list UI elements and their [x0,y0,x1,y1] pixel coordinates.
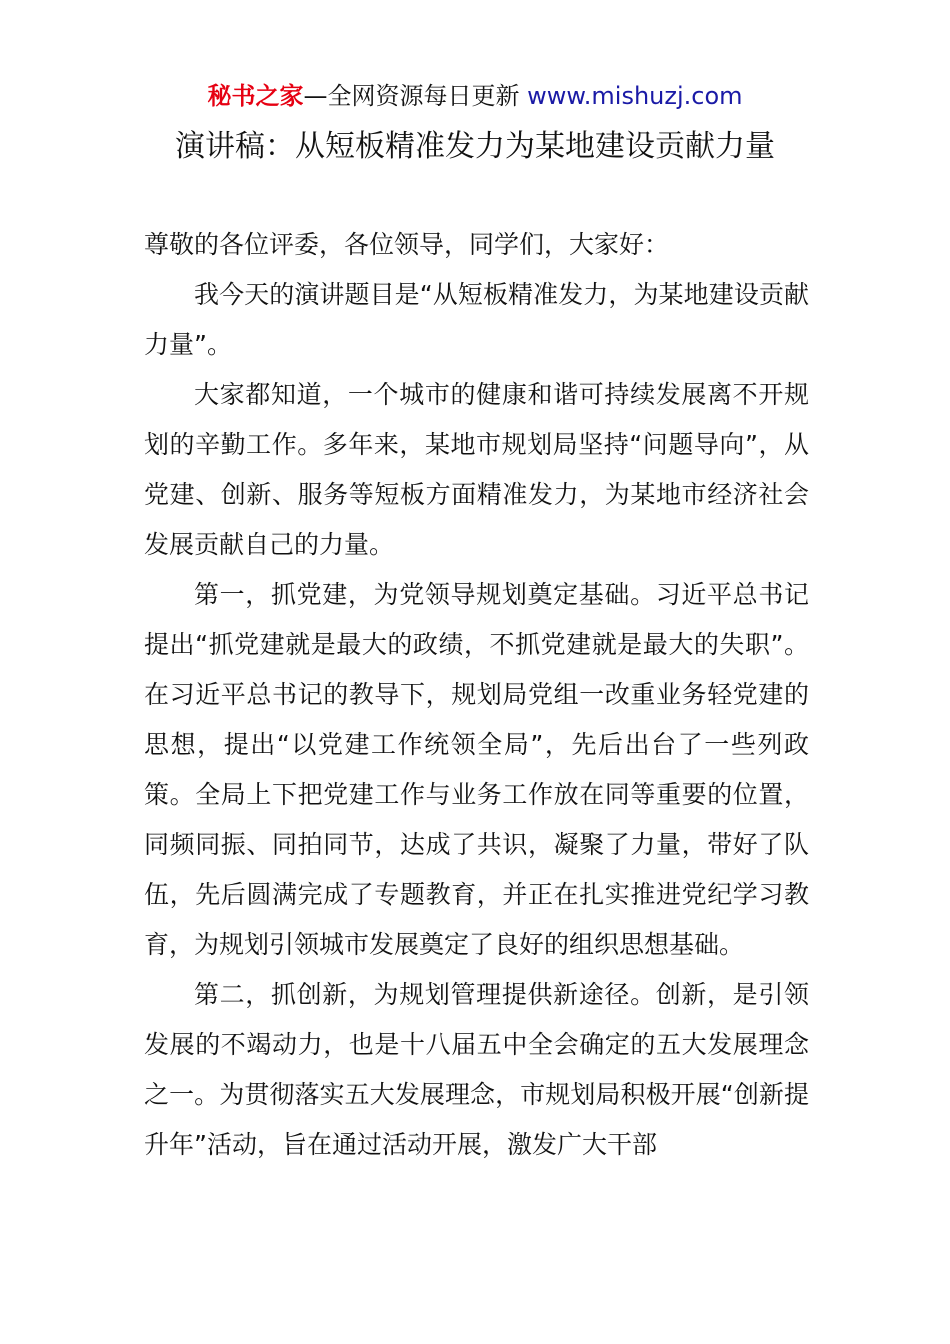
site-tagline: —全网资源每日更新 [303,82,520,110]
paragraph-1: 我今天的演讲题目是“从短板精准发力，为某地建设贡献力量”。 [144,280,809,359]
site-brand: 秘书之家 [207,82,304,110]
document-title: 演讲稿：从短板精准发力为某地建设贡献力量 [175,129,775,164]
site-header [0,80,950,112]
paragraph-3: 第一，抓党建，为党领导规划奠定基础。习近平总书记提出“抓党建就是最大的政绩，不抓党建就是最大的失职”。在习近平总书记的教导下，规划局党组一改重业务轻党建的思想，提出“以党建工作统领全局”，先后出台了一些列政策。全局上下把党建工作与业务工作放在同等重要的位置，同频同振、同拍同节，达成了共识，凝聚了力量，带好了队伍，先后圆满完成了专题教育，并正在扎实推进党纪学习教育，为规划引领城市发展奠定了良好的组织思想基础。 [144,580,809,959]
site-url[interactable]: www.mishuzj.com [527,82,743,110]
salutation: 尊敬的各位评委，各位领导，同学们，大家好： [144,230,670,259]
paragraph-4: 第二，抓创新，为规划管理提供新途径。创新，是引领发展的不竭动力，也是十八届五中全会确定的五大发展理念之一。为贯彻落实五大发展理念，市规划局积极开展“创新提升年”活动，旨在通过活动开展，激发广大干部 [144,980,809,1159]
document-body [144,220,809,1170]
paragraph-2: 大家都知道，一个城市的健康和谐可持续发展离不开规划的辛勤工作。多年来，某地市规划局坚持“问题导向”，从党建、创新、服务等短板方面精准发力，为某地市经济社会发展贡献自己的力量。 [144,380,809,559]
